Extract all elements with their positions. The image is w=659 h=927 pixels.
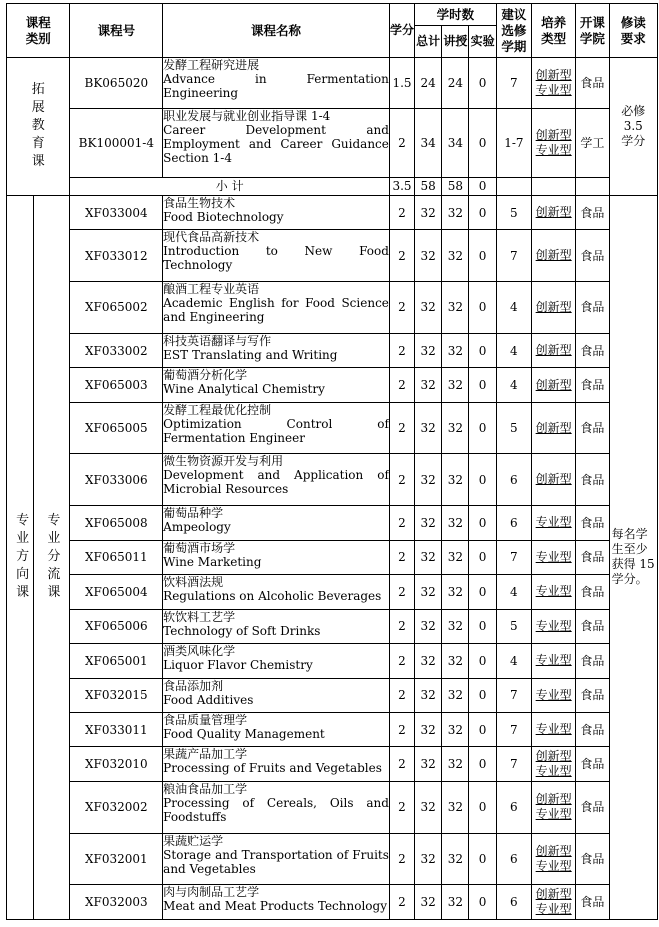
course-name-cell: [163, 540, 390, 574]
header-code: 课程号: [70, 4, 163, 58]
course-credit: 2: [389, 885, 414, 920]
course-dept: 食品: [576, 833, 609, 885]
course-name-zh: 粮油食品加工学: [163, 781, 248, 796]
table-row: [7, 747, 658, 781]
course-total: 32: [415, 368, 442, 402]
training-type: 创新型: [535, 343, 572, 358]
course-code: XF065005: [70, 402, 163, 454]
training-type: 创新型 专业型: [535, 127, 572, 157]
course-total: 32: [415, 885, 442, 920]
course-name-zh: 葡萄酒市场学: [163, 540, 236, 555]
requirement-text: 必修 3.5 学分: [621, 103, 646, 148]
course-lecture: 32: [442, 885, 469, 920]
course-name-zh: 科技英语翻译与写作: [163, 333, 272, 348]
subtotal-empty: [576, 177, 609, 195]
course-credit: 2: [389, 230, 414, 282]
training-type: 创新型: [535, 205, 572, 220]
course-name-cell: [163, 506, 390, 540]
course-name-zh: 食品质量管理学: [163, 713, 248, 727]
category-label: 专 业 方 向 课: [16, 513, 30, 601]
course-lecture: 32: [442, 282, 469, 334]
course-credit: 2: [389, 368, 414, 402]
training-type: 专业型: [535, 653, 572, 668]
course-total: 32: [415, 282, 442, 334]
course-lab: 0: [469, 885, 496, 920]
table-row: [7, 575, 658, 609]
training-type: 创新型: [535, 248, 572, 263]
course-semester: 6: [496, 833, 531, 885]
course-code: XF033002: [70, 333, 163, 367]
course-lab: 0: [469, 230, 496, 282]
course-name-zh: 酒类风味化学: [163, 644, 236, 659]
course-lecture: 24: [442, 58, 469, 109]
course-total: 32: [415, 747, 442, 781]
course-code: XF065004: [70, 575, 163, 609]
table-row: [7, 678, 658, 712]
training-type: 创新型 专业型: [535, 792, 572, 822]
course-code: XF032010: [70, 747, 163, 781]
course-semester: 6: [496, 781, 531, 833]
course-lecture: 32: [442, 609, 469, 643]
header-name: 课程名称: [163, 4, 390, 58]
course-semester: 7: [496, 58, 531, 109]
course-lecture: 32: [442, 678, 469, 712]
course-total: 32: [415, 781, 442, 833]
course-dept: 食品: [576, 402, 609, 454]
course-name-en: Processing of Cereals, Oils and Foodstuffs: [163, 795, 389, 824]
course-dept: 食品: [576, 644, 609, 678]
course-dept: 食品: [576, 195, 609, 229]
course-total: 32: [415, 333, 442, 367]
course-semester: 7: [496, 678, 531, 712]
course-total: 32: [415, 833, 442, 885]
course-dept: 食品: [576, 540, 609, 574]
subtotal-lecture: 58: [442, 177, 469, 195]
training-type: 专业型: [535, 584, 572, 599]
course-semester: 6: [496, 506, 531, 540]
table-row: [7, 540, 658, 574]
course-name-cell: [163, 454, 390, 506]
training-type: 创新型: [535, 472, 572, 487]
course-semester: 5: [496, 195, 531, 229]
header-hours-total: 总计: [415, 26, 442, 58]
training-type: 创新型 专业型: [535, 749, 572, 779]
course-lab: 0: [469, 747, 496, 781]
course-total: 34: [415, 108, 442, 177]
course-code: XF033012: [70, 230, 163, 282]
course-semester: 4: [496, 282, 531, 334]
table-row: [7, 195, 658, 229]
course-code: XF065006: [70, 609, 163, 643]
course-code: XF032002: [70, 781, 163, 833]
course-lab: 0: [469, 282, 496, 334]
course-lecture: 32: [442, 575, 469, 609]
course-lab: 0: [469, 540, 496, 574]
course-semester: 4: [496, 333, 531, 367]
course-code: XF065003: [70, 368, 163, 402]
course-total: 32: [415, 644, 442, 678]
course-code: XF032001: [70, 833, 163, 885]
course-dept: 食品: [576, 575, 609, 609]
table-row: [7, 644, 658, 678]
course-dept: 食品: [576, 678, 609, 712]
training-type-cell: [531, 644, 575, 678]
course-credit: 2: [389, 781, 414, 833]
training-type: 专业型: [535, 618, 572, 633]
course-name-zh: 酿酒工程专业英语: [163, 282, 260, 297]
training-type-cell: [531, 833, 575, 885]
training-type-cell: [531, 58, 575, 109]
header-semester: 建议 选修 学期: [496, 4, 531, 58]
course-total: 24: [415, 58, 442, 109]
course-semester: 4: [496, 368, 531, 402]
table-row: [7, 454, 658, 506]
course-credit: 2: [389, 402, 414, 454]
course-total: 32: [415, 454, 442, 506]
course-semester: 6: [496, 454, 531, 506]
course-code: XF065011: [70, 540, 163, 574]
course-name-en: Meat and Meat Products Technology: [163, 899, 387, 914]
course-total: 32: [415, 195, 442, 229]
table-row: [7, 885, 658, 920]
course-code: BK065020: [70, 58, 163, 109]
course-name-cell: [163, 333, 390, 367]
subtotal-lab: 0: [469, 177, 496, 195]
course-credit: 2: [389, 333, 414, 367]
course-dept: 食品: [576, 781, 609, 833]
course-name-en: Development and Application of Microbial Resources: [163, 468, 389, 497]
course-semester: 5: [496, 609, 531, 643]
course-credit: 2: [389, 678, 414, 712]
training-type-cell: [531, 609, 575, 643]
course-dept: 食品: [576, 454, 609, 506]
course-name-cell: [163, 833, 390, 885]
subcategory-label: 专 业 分 流 课: [47, 513, 61, 601]
table-row: [7, 333, 658, 367]
course-credit: 2: [389, 747, 414, 781]
course-name-en: EST Translating and Writing: [163, 347, 338, 362]
table-row: [7, 402, 658, 454]
course-name-en: Storage and Transportation of Fruits and Vegetables: [163, 847, 389, 876]
header-hours-lecture: 讲授: [442, 26, 469, 58]
training-type-cell: [531, 282, 575, 334]
course-code: XF065008: [70, 506, 163, 540]
training-type-cell: [531, 575, 575, 609]
course-lecture: 32: [442, 506, 469, 540]
course-lecture: 32: [442, 230, 469, 282]
course-lecture: 32: [442, 333, 469, 367]
course-lecture: 32: [442, 454, 469, 506]
table-row: [7, 108, 658, 177]
category-divider: [33, 196, 34, 919]
training-type-cell: [531, 402, 575, 454]
table-row: [7, 368, 658, 402]
course-dept: 食品: [576, 713, 609, 747]
course-name-zh: 微生物资源开发与利用: [163, 454, 284, 469]
course-name-cell: [163, 885, 390, 920]
training-type-cell: [531, 195, 575, 229]
course-credit: 2: [389, 575, 414, 609]
course-name-zh: 食品添加剂: [163, 678, 224, 693]
subtotal-empty: [496, 177, 531, 195]
training-type-cell: [531, 713, 575, 747]
course-lab: 0: [469, 609, 496, 643]
course-name-en: Career Development and Employment and Career Guidance Section 1-4: [163, 122, 389, 165]
course-name-en: Food Biotechnology: [163, 209, 284, 224]
course-name-zh: 发酵工程最优化控制: [163, 402, 272, 417]
course-lab: 0: [469, 108, 496, 177]
table-row: [7, 58, 658, 109]
subtotal-empty: [531, 177, 575, 195]
training-type: 专业型: [535, 687, 572, 702]
course-name-cell: [163, 195, 390, 229]
course-total: 32: [415, 506, 442, 540]
course-name-en: Regulations on Alcoholic Beverages: [163, 589, 382, 604]
course-name-cell: [163, 678, 390, 712]
course-name-zh: 软饮料工艺学: [163, 609, 236, 624]
category-major-direction: [7, 195, 70, 919]
course-semester: 5: [496, 402, 531, 454]
training-type: 专业型: [535, 722, 572, 737]
course-name-cell: [163, 713, 390, 747]
course-total: 32: [415, 609, 442, 643]
course-credit: 2: [389, 713, 414, 747]
header-hours-lab: 实验: [469, 26, 496, 58]
course-credit: 2: [389, 454, 414, 506]
course-code: XF032003: [70, 885, 163, 920]
course-lab: 0: [469, 333, 496, 367]
course-name-cell: [163, 781, 390, 833]
course-credit: 2: [389, 506, 414, 540]
course-name-cell: [163, 575, 390, 609]
course-credit: 2: [389, 282, 414, 334]
course-dept: 食品: [576, 333, 609, 367]
course-total: 32: [415, 540, 442, 574]
subtotal-credit: 3.5: [389, 177, 414, 195]
course-lab: 0: [469, 454, 496, 506]
course-name-zh: 饮料酒法规: [163, 575, 224, 590]
course-code: BK100001-4: [70, 108, 163, 177]
course-code: XF033011: [70, 713, 163, 747]
course-dept: 学工: [576, 108, 609, 177]
course-semester: 6: [496, 885, 531, 920]
course-semester: 7: [496, 747, 531, 781]
training-type-cell: [531, 747, 575, 781]
course-dept: 食品: [576, 747, 609, 781]
table-row: [7, 230, 658, 282]
course-name-cell: [163, 282, 390, 334]
course-total: 32: [415, 402, 442, 454]
training-type: 创新型: [535, 377, 572, 392]
course-name-en: Ampeology: [163, 520, 231, 535]
course-semester: 7: [496, 713, 531, 747]
course-lab: 0: [469, 506, 496, 540]
header-category: 课程 类别: [7, 4, 70, 58]
subtotal-total: 58: [415, 177, 442, 195]
course-lab: 0: [469, 713, 496, 747]
course-name-cell: [163, 368, 390, 402]
course-dept: 食品: [576, 609, 609, 643]
course-name-cell: [163, 58, 390, 109]
training-type-cell: [531, 540, 575, 574]
table-row: [7, 833, 658, 885]
course-lab: 0: [469, 678, 496, 712]
course-name-zh: 发酵工程研究进展: [163, 58, 260, 72]
course-credit: 2: [389, 108, 414, 177]
course-lab: 0: [469, 368, 496, 402]
course-name-en: Academic English for Food Science and Engineering: [163, 296, 389, 325]
course-name-zh: 肉与肉制品工艺学: [163, 885, 260, 900]
training-type-cell: [531, 108, 575, 177]
course-lab: 0: [469, 833, 496, 885]
course-lab: 0: [469, 195, 496, 229]
course-code: XF065002: [70, 282, 163, 334]
training-type: 专业型: [535, 549, 572, 564]
course-lecture: 32: [442, 713, 469, 747]
course-name-zh: 葡萄品种学: [163, 506, 224, 521]
header-dept: 开课 学院: [576, 4, 609, 58]
training-type-cell: [531, 885, 575, 920]
course-lecture: 32: [442, 833, 469, 885]
course-name-en: Food Additives: [163, 692, 254, 707]
table-row: [7, 713, 658, 747]
course-name-zh: 现代食品高新技术: [163, 230, 260, 245]
course-credit: 2: [389, 644, 414, 678]
course-name-en: Optimization Control of Fermentation Engineer: [163, 416, 389, 445]
course-total: 32: [415, 713, 442, 747]
course-lecture: 32: [442, 781, 469, 833]
course-lab: 0: [469, 402, 496, 454]
course-code: XF033006: [70, 454, 163, 506]
course-dept: 食品: [576, 885, 609, 920]
course-lab: 0: [469, 644, 496, 678]
course-dept: 食品: [576, 230, 609, 282]
requirement-major: 每名学生至少获得 15 学分。: [609, 195, 657, 919]
subtotal-row: [7, 177, 658, 195]
course-lab: 0: [469, 575, 496, 609]
course-name-zh: 葡萄酒分析化学: [163, 368, 248, 383]
training-type-cell: [531, 368, 575, 402]
course-name-zh: 果蔬贮运学: [163, 833, 224, 848]
course-semester: 1-7: [496, 108, 531, 177]
course-lab: 0: [469, 781, 496, 833]
course-lecture: 34: [442, 108, 469, 177]
course-name-cell: [163, 644, 390, 678]
course-total: 32: [415, 230, 442, 282]
training-type: 创新型: [535, 299, 572, 314]
table-row: [7, 609, 658, 643]
course-name-en: Technology of Soft Drinks: [163, 623, 321, 638]
course-credit: 1.5: [389, 58, 414, 109]
course-semester: 7: [496, 230, 531, 282]
course-semester: 7: [496, 540, 531, 574]
course-lecture: 32: [442, 368, 469, 402]
course-credit: 2: [389, 609, 414, 643]
header-requirement: 修读 要求: [609, 4, 657, 58]
table-row: [7, 781, 658, 833]
category-label: 拓 展 教 育 课: [31, 82, 45, 170]
category-extension: [7, 58, 70, 196]
subtotal-label: 小 计: [70, 177, 389, 195]
course-name-en: Food Quality Management: [163, 727, 325, 741]
course-credit: 2: [389, 540, 414, 574]
course-lecture: 32: [442, 195, 469, 229]
course-name-en: Wine Marketing: [163, 554, 262, 569]
course-name-cell: [163, 108, 390, 177]
course-name-en: Introduction to New Food Technology: [163, 244, 389, 273]
course-name-cell: [163, 609, 390, 643]
course-credit: 2: [389, 833, 414, 885]
training-type-cell: [531, 333, 575, 367]
training-type: 专业型: [535, 515, 572, 530]
course-name-zh: 食品生物技术: [163, 195, 236, 210]
course-name-en: Advance in Fermentation Engineering: [163, 72, 389, 100]
course-lecture: 32: [442, 402, 469, 454]
course-total: 32: [415, 678, 442, 712]
course-dept: 食品: [576, 58, 609, 109]
course-name-cell: [163, 747, 390, 781]
course-name-cell: [163, 230, 390, 282]
requirement-extension: [609, 58, 657, 196]
training-type-cell: [531, 781, 575, 833]
course-name-en: Liquor Flavor Chemistry: [163, 658, 313, 673]
course-dept: 食品: [576, 282, 609, 334]
course-name-cell: [163, 402, 390, 454]
course-semester: 4: [496, 644, 531, 678]
course-name-zh: 职业发展与就业创业指导课 1-4: [163, 108, 331, 123]
course-lecture: 32: [442, 747, 469, 781]
course-dept: 食品: [576, 368, 609, 402]
header-hours-group: 学时数: [415, 4, 497, 26]
course-name-en: Processing of Fruits and Vegetables: [163, 761, 382, 776]
course-lecture: 32: [442, 644, 469, 678]
course-code: XF033004: [70, 195, 163, 229]
course-code: XF065001: [70, 644, 163, 678]
training-type-cell: [531, 506, 575, 540]
curriculum-table: [6, 3, 658, 920]
course-semester: 4: [496, 575, 531, 609]
training-type: 创新型 专业型: [535, 887, 572, 917]
training-type-cell: [531, 230, 575, 282]
training-type-cell: [531, 678, 575, 712]
course-name-en: Wine Analytical Chemistry: [163, 382, 325, 397]
training-type: 创新型: [535, 420, 572, 435]
table-row: [7, 282, 658, 334]
header-training-type: 培养 类型: [531, 4, 575, 58]
course-lab: 0: [469, 58, 496, 109]
course-code: XF032015: [70, 678, 163, 712]
course-credit: 2: [389, 195, 414, 229]
course-total: 32: [415, 575, 442, 609]
table-row: [7, 506, 658, 540]
training-type: 创新型 专业型: [535, 844, 572, 874]
training-type-cell: [531, 454, 575, 506]
course-dept: 食品: [576, 506, 609, 540]
course-lecture: 32: [442, 540, 469, 574]
header-credit: 学分: [389, 4, 414, 58]
training-type: 创新型 专业型: [535, 67, 572, 97]
course-name-zh: 果蔬产品加工学: [163, 747, 248, 762]
